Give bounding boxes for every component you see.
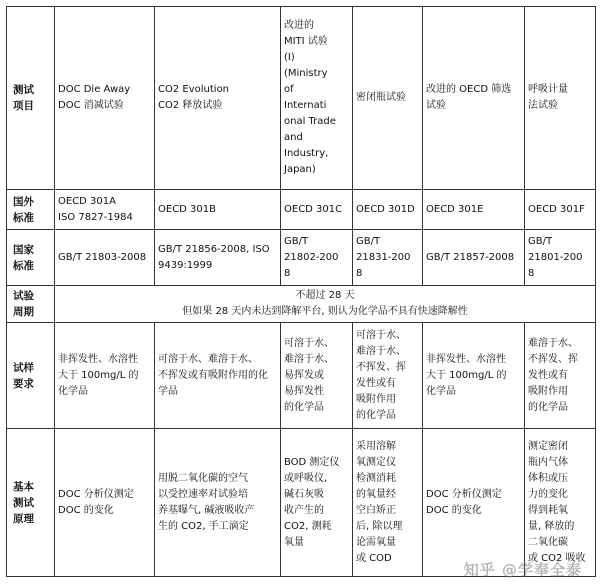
table-cell: BOD 测定仪 或呼吸仪, 碱石灰吸 收产生的 CO2, 测耗 氧量 bbox=[281, 429, 353, 577]
col-header-closed-bottle: 密闭瓶试验 bbox=[353, 7, 423, 190]
table-row-national-standard bbox=[7, 230, 596, 286]
table-cell: 用脱二氧化碳的空气 以受控速率对试验培 养基曝气, 碱液吸收产 生的 CO2, 手工滴定 bbox=[155, 429, 281, 577]
table-cell: GB/T 21856-2008, ISO 9439:1999 bbox=[155, 230, 281, 286]
table-cell: GB/T 21857-2008 bbox=[423, 230, 525, 286]
table-cell: OECD 301A ISO 7827-1984 bbox=[55, 190, 155, 230]
table-cell: 非挥发性、水溶性 大于 100mg/L 的 化学品 bbox=[55, 323, 155, 429]
table-row-test-principle bbox=[7, 429, 596, 577]
table-cell: OECD 301D bbox=[353, 190, 423, 230]
row-label-test-principle: 基本 测试 原理 bbox=[7, 429, 55, 577]
table-cell: GB/T 21831-200 8 bbox=[353, 230, 423, 286]
table-cell: 可溶于水、难溶于水、 不挥发或有吸附作用的化学品 bbox=[155, 323, 281, 429]
table-cell: OECD 301F bbox=[525, 190, 596, 230]
table-row-header bbox=[7, 7, 596, 190]
table-cell: GB/T 21803-2008 bbox=[55, 230, 155, 286]
table-cell: 测定密闭 瓶内气体 体积或压 力的变化 得到耗氧 量, 释放的 二氧化碳 或 CO2 吸收 bbox=[525, 429, 596, 577]
col-header-co2: CO2 Evolution CO2 释放试验 bbox=[155, 7, 281, 190]
row-label-test-period: 试验 周期 bbox=[7, 286, 55, 323]
col-header-miti: 改进的 MITI 试验 (I) (Ministry of Internati onal Trade and Industry, Japan) bbox=[281, 7, 353, 190]
table-cell: 采用溶解 氧测定仪 检测消耗 的氧量经 空白矫正 后, 除以理 论需氧量 或 COD bbox=[353, 429, 423, 577]
col-header-oecd-screening: 改进的 OECD 筛选 试验 bbox=[423, 7, 525, 190]
col-header-respirometry: 呼吸计量 法试验 bbox=[525, 7, 596, 190]
table-row-test-period bbox=[7, 286, 596, 323]
table-cell: OECD 301B bbox=[155, 190, 281, 230]
table-cell: OECD 301C bbox=[281, 190, 353, 230]
col-header-doc: DOC Die Away DOC 消减试验 bbox=[55, 7, 155, 190]
table-cell: 非挥发性、水溶性 大于 100mg/L 的 化学品 bbox=[423, 323, 525, 429]
table-cell: 可溶于水、 难溶于水、 易挥发或 易挥发性 的化学品 bbox=[281, 323, 353, 429]
table-cell: DOC 分析仪测定 DOC 的变化 bbox=[423, 429, 525, 577]
table-cell: DOC 分析仪测定 DOC 的变化 bbox=[55, 429, 155, 577]
row-label-sample-requirement: 试样 要求 bbox=[7, 323, 55, 429]
row-label-national-standard: 国家 标准 bbox=[7, 230, 55, 286]
row-label-test-item: 测试 项目 bbox=[7, 7, 55, 190]
table-cell: GB/T 21802-200 8 bbox=[281, 230, 353, 286]
table-row-sample-requirement bbox=[7, 323, 596, 429]
table-cell: 可溶于水、 难溶于水、 不挥发、挥 发性或有 吸附作用 的化学品 bbox=[353, 323, 423, 429]
watermark: 知乎 @学奉全泰 bbox=[463, 561, 582, 579]
test-period-text: 不超过 28 天 但如果 28 天内未达到降解平台, 则认为化学品不具有快速降解性 bbox=[55, 286, 596, 323]
table-cell: OECD 301E bbox=[423, 190, 525, 230]
table-cell: 难溶于水、 不挥发、挥 发性或有 吸附作用 的化学品 bbox=[525, 323, 596, 429]
table-cell: GB/T 21801-200 8 bbox=[525, 230, 596, 286]
row-label-foreign-standard: 国外 标准 bbox=[7, 190, 55, 230]
table-row-foreign-standard bbox=[7, 190, 596, 230]
test-methods-table bbox=[6, 6, 596, 577]
